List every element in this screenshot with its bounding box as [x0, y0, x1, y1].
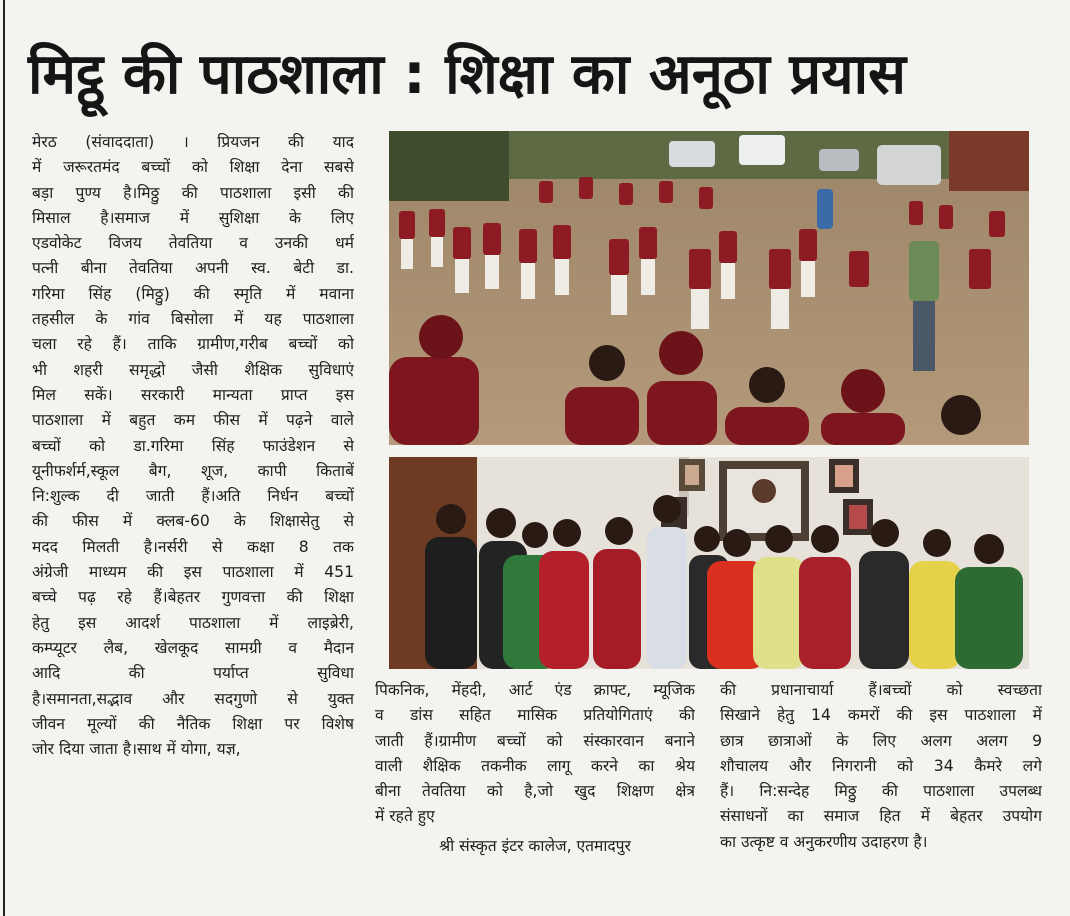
staff-group-photo — [389, 457, 1029, 669]
article-column-1 — [32, 130, 354, 762]
article-line: चला रहे हैं। ताकि ग्रामीण,गरीब बच्चों को — [32, 335, 354, 354]
article-line: मेरठ (संवाददाता) । प्रियजन की याद — [32, 133, 354, 151]
article-line: अंग्रेजी माध्यम की इस पाठशाला में 451 — [32, 563, 354, 582]
article-line: की प्रधानाचार्या हैं।बच्चों को स्वच्छता — [720, 681, 1042, 699]
article-line: में जरूरतमंद बच्चों को शिक्षा देना सबसे — [32, 158, 354, 177]
article-line: वाली शैक्षिक तकनीक लागू करने का श्रेय — [375, 756, 695, 775]
article-line: कम्प्यूटर लैब, खेलकूद सामग्री व मैदान — [32, 638, 354, 657]
article-line: जाती हैं।ग्रामीण बच्चों को संस्कारवान बनाने — [375, 731, 695, 750]
article-line: छात्र छात्राओं के लिए अलग अलग 9 — [720, 731, 1042, 750]
article-line: शौचालय और निगरानी को 34 कैमरे लगे — [720, 756, 1042, 775]
article-line: आदि की पर्याप्त सुविधा — [32, 664, 354, 683]
article-line: बड़ा पुण्य है।मिठ्ठु की पाठशाला इसी की — [32, 183, 354, 202]
article-line: तहसील के गांव बिसोला में यह पाठशाला — [32, 310, 354, 329]
article-line: में रहते हुए — [375, 807, 435, 826]
article-line: पत्नी बीना तेवतिया अपनी स्व. बेटी डा. — [32, 259, 354, 278]
article-line: संसाधनों का समाज हित में बेहतर उपयोग — [720, 807, 1042, 826]
article-line: मिसाल है।समाज में सुशिक्षा के लिए — [32, 208, 354, 227]
headline: मिट्ठू की पाठशाला : शिक्षा का अनूठा प्रयास — [28, 42, 907, 107]
article-line: बच्चे पढ़ रहे हैं।बेहतर गुणवत्ता की शिक्षा — [32, 588, 354, 607]
article-line: व डांस सहित मासिक प्रतियोगिताएं की — [375, 706, 695, 725]
article-line: एडवोकेट विजय तेवतिया व उनकी धर्म — [32, 234, 354, 253]
article-line: पाठशाला में बहुत कम फीस में पढ़ने वाले — [32, 411, 354, 430]
article-line: बीना तेवतिया को है,जो खुद शिक्षण क्षेत्र — [375, 782, 695, 801]
article-line: मदद मिलती है।नर्सरी से कक्षा 8 तक — [32, 537, 354, 556]
article-line: बच्चों को डा.गरिमा सिंह फाउंडेशन से — [32, 436, 354, 455]
article-line: नि:शुल्क दी जाती हैं।अति निर्धन बच्चों — [32, 487, 354, 506]
article-line: जीवन मूल्यों की नैतिक शिक्षा पर विशेष — [32, 714, 354, 733]
article-line: का उत्कृष्ट व अनुकरणीय उदाहरण है। — [720, 832, 928, 851]
article-line: हैं। नि:सन्देह मिठ्ठु की पाठशाला उपलब्ध — [720, 782, 1042, 801]
article-column-2 — [375, 678, 695, 859]
article-line: गरिमा सिंह (मिठ्ठु) की स्मृति में मवाना — [32, 284, 354, 303]
article-line: मिल सकें। सरकारी मान्यता प्राप्त इस — [32, 385, 354, 404]
article-credit: श्री संस्कृत इंटर कालेज, एतमादपुर — [439, 836, 631, 855]
article-column-3 — [720, 678, 1042, 855]
article-line: सिखाने हेतु 14 कमरों की इस पाठशाला में — [720, 706, 1042, 725]
article-line: हेतु इस आदर्श पाठशाला में लाइब्रेरी, — [32, 613, 354, 632]
article-line: यूनीफर्शर्म,स्कूल बैग, शूज, कापी किताबें — [32, 461, 354, 480]
article-line: जोर दिया जाता है।साथ में योगा, यज्ञ, — [32, 740, 241, 759]
article-line: पिकनिक, मेंहदी, आर्ट एंड क्राफ्ट, म्यूजिक — [375, 681, 695, 699]
article-line: भी शहरी समृद्धो जैसी शैक्षिक सुविधाएं — [32, 360, 354, 379]
assembly-photo — [389, 131, 1029, 445]
article-line: है।समानता,सद्भाव और सदगुणो से युक्त — [32, 689, 354, 708]
page-edge-rule — [3, 0, 5, 916]
article-line: की फीस में क्लब-60 के शिक्षासेतु से — [32, 512, 354, 531]
